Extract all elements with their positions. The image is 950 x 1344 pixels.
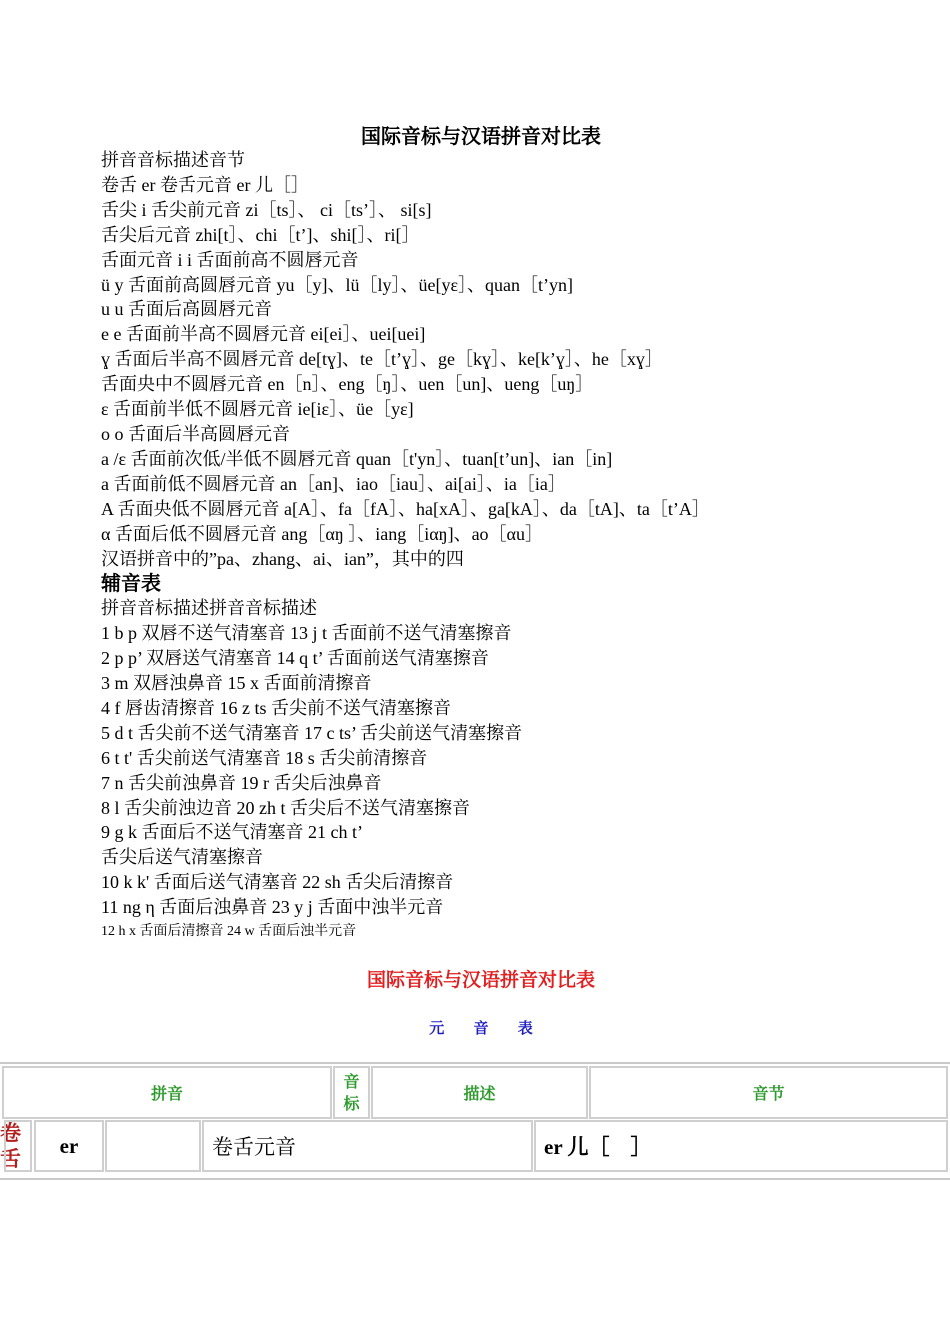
consonant-line: 4 f 唇齿清擦音 16 z ts 舌尖前不送气清塞擦音 [101,697,451,718]
text-line: a 舌面前低不圆唇元音 an［an]、iao［iau］、ai[ai］、ia［ia］ [101,473,566,494]
page-title: 国际音标与汉语拼音对比表 [361,124,601,148]
consonant-heading: 辅音表 [101,571,161,596]
text-line: 舌尖后元音 zhi[t］、chi［t’]、shi[］、ri[］ [101,224,420,245]
consonant-line: 7 n 舌尖前浊鼻音 19 r 舌尖后浊鼻音 [101,772,382,793]
consonant-line: 舌尖后送气清塞擦音 [101,847,263,868]
caption-char: 音 [473,1019,489,1037]
text-line: 舌尖 i 舌尖前元音 zi［ts］、 ci［ts’］、 si[s] [101,199,432,220]
text-line: 舌面央中不圆唇元音 en［n］、eng［ŋ］、uen［un]、ueng［uŋ］ [101,374,594,395]
section-title: 国际音标与汉语拼音对比表 [366,969,595,991]
text-line: 舌面元音 i i 舌面前高不圆唇元音 [101,249,359,270]
consonant-line: 1 b p 双唇不送气清塞音 13 j t 舌面前不送气清塞擦音 [101,623,512,644]
text-line: α 舌面后低不圆唇元音 ang［αŋ ］、iang［iαŋ]、ao［αu］ [101,523,543,544]
header-desc [371,1066,588,1119]
text-line: u u 舌面后高圆唇元音 [101,299,272,320]
caption-char: 表 [517,1019,533,1037]
consonant-line: 6 t t' 舌尖前送气清塞音 18 s 舌尖前清擦音 [101,747,428,768]
consonant-line: 拼音音标描述拼音音标描述 [101,598,317,619]
consonant-line: 9 g k 舌面后不送气清塞音 21 ch t’ [101,822,363,843]
cell-syllable [534,1120,948,1172]
cell-desc-text: 卷舌元音 [212,1135,296,1159]
cell-ipa [105,1120,201,1172]
consonant-line: 3 m 双唇浊鼻音 15 x 舌面前清擦音 [101,673,372,694]
consonant-line: 5 d t 舌尖前不送气清塞音 17 c ts’ 舌尖前送气清塞擦音 [101,722,523,743]
header-pinyin-label: 拼音 [150,1084,183,1103]
cell-pinyin-text: er [59,1133,79,1158]
text-line: A 舌面央低不圆唇元音 a[A］、fa［fA］、ha[xA］、ga[kA］、da［tA]、ta［t’A］ [101,498,710,519]
consonant-line-small: 12 h x 舌面后清擦音 24 w 舌面后浊半元音 [101,924,357,940]
cell-pinyin [34,1120,104,1172]
consonant-line: 8 l 舌尖前浊边音 20 zh t 舌尖后不送气清塞擦音 [101,797,470,818]
consonant-line: 2 p p’ 双唇送气清塞音 14 q t’ 舌面前送气清塞擦音 [101,648,489,669]
text-line: e e 舌面前半高不圆唇元音 ei[ei］、uei[uei] [101,324,426,345]
text-line: o o 舌面后半高圆唇元音 [101,423,290,444]
header-syllable-label: 音节 [752,1084,785,1103]
row-group-cell [4,1120,32,1172]
text-line: 汉语拼音中的”pa、zhang、ai、ian”，其中的四 [101,548,464,569]
text-line: ɣ 舌面后半高不圆唇元音 de[tɣ]、te［t’ɣ］、ge［kɣ］、ke[k’ɣ］、he［xɣ］ [101,349,663,370]
text-line: ü y 舌面前高圆唇元音 yu［y]、lü［ly］、üe[yɛ］、quan［t’yn] [101,274,574,295]
cell-syllable-text: er 儿［ ］ [544,1135,652,1159]
header-ipa-label-1: 音 [343,1071,360,1091]
cell-desc [202,1120,533,1172]
header-desc-label: 描述 [463,1084,496,1103]
vowel-table-caption [0,1016,950,1040]
header-ipa-label-2: 标 [343,1093,360,1113]
header-pinyin [2,1066,332,1119]
text-line: a /ɛ 舌面前次低/半低不圆唇元音 quan［t'yn］、tuan[t’un]、ian［in] [101,448,613,469]
row-group-char: 卷 [0,1121,21,1145]
header-syllable [589,1066,948,1119]
text-line: ɛ 舌面前半低不圆唇元音 ie[iɛ］、üe［yɛ] [101,399,414,420]
row-group-char: 舌 [0,1147,21,1171]
vowel-text-block [101,148,941,945]
consonant-line: 10 k k' 舌面后送气清塞音 22 sh 舌尖后清擦音 [101,872,454,893]
caption-char: 元 [429,1019,445,1037]
consonant-line: 11 ng η 舌面后浊鼻音 23 y j 舌面中浊半元音 [101,897,444,918]
header-ipa [333,1066,370,1119]
text-line: 拼音音标描述音节 [101,150,245,170]
text-line: 卷舌 er 卷舌元音 er 儿［］ [101,174,309,195]
